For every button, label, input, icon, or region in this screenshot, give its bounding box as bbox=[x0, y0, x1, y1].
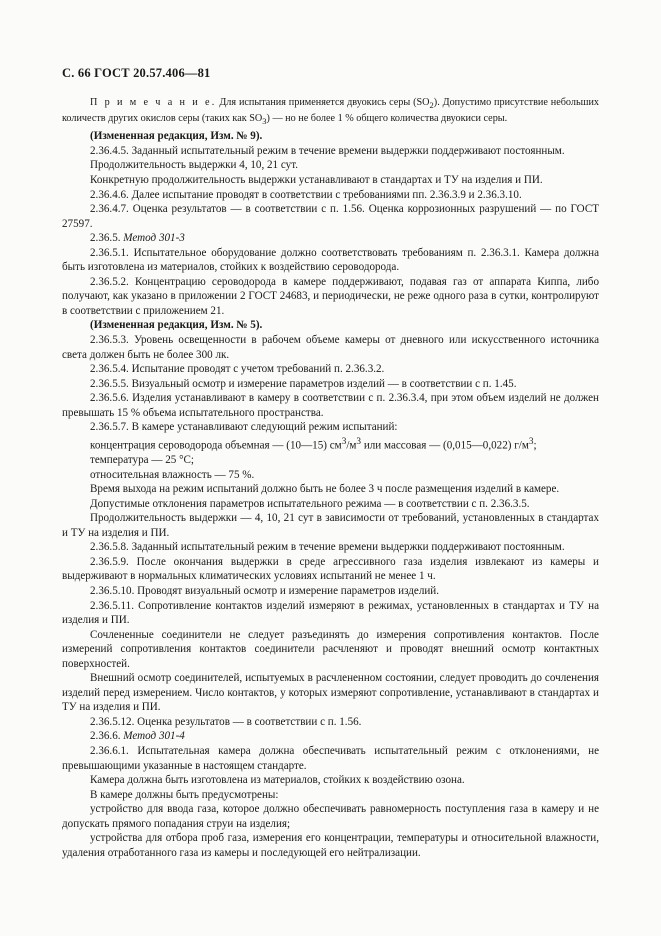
paragraph: 2.36.5.5. Визуальный осмотр и измерение параметров изделий — в соответствии с п. 1.45. bbox=[90, 377, 517, 390]
section-heading: 2.36.5. Метод 301-3 bbox=[90, 232, 185, 245]
amendment-note: (Измененная редакция, Изм. № 9). bbox=[90, 130, 263, 143]
paragraph: 2.36.5.7. В камере устанавливают следующий режим испытаний: bbox=[90, 421, 398, 434]
paragraph: 2.36.4.7. Оценка результатов — в соответствии с п. 1.56. Оценка коррозионных разрушений — по ГОСТ 27597. bbox=[62, 203, 599, 230]
paragraph: относительная влажность — 75 %. bbox=[90, 468, 255, 481]
document-body bbox=[62, 96, 599, 860]
paragraph: 2.36.5.10. Проводят визуальный осмотр и измерение параметров изделий. bbox=[90, 585, 440, 598]
method-title: Метод 301-3 bbox=[123, 232, 185, 245]
paragraph: Время выхода на режим испытаний должно быть не более 3 ч после размещения изделий в камере. bbox=[90, 483, 560, 496]
paragraph: Внешний осмотр соединителей, испытуемых в расчлененном состоянии, следует проводить до сочленения изделий перед измерением. Число контактов, у которых измеряют сопротивление, устанавливают в стандартах и ТУ на изделия и ПИ. bbox=[62, 672, 599, 714]
paragraph: 2.36.5.9. После окончания выдержки в среде агрессивного газа изделия извлекают из камеры и выдерживают в нормальных климатических условиях испытаний не менее 1 ч. bbox=[62, 555, 599, 583]
paragraph: устройство для ввода газа, которое должно обеспечивать равномерность поступления газа в камеру и не допускать прямого попадания струи на изделия; bbox=[62, 803, 599, 830]
paragraph: 2.36.5.4. Испытание проводят с учетом требований п. 2.36.3.2. bbox=[90, 363, 385, 376]
paragraph: устройства для отбора проб газа, измерения его концентрации, температуры и относительной влажности, удаления отработанного газа из камеры и последующей его нейтрализации. bbox=[62, 832, 599, 859]
paragraph: температура — 25 °С; bbox=[90, 454, 194, 467]
paragraph: Продолжительность выдержки 4, 10, 21 сут. bbox=[90, 159, 298, 172]
paragraph: 2.36.5.1. Испытательное оборудование должно соответствовать требованиям п. 2.36.3.1. Камера должна быть изготовлена из материалов, стойких к воздействию сероводорода. bbox=[62, 246, 599, 274]
paragraph: 2.36.5.2. Концентрацию сероводорода в камере поддерживают, подавая газ от аппарата Киппа, либо получают, как указано в приложении 2 ГОСТ 24683, и периодически, не реже одного раза в сутки, контролируют в соответствии с приложением 21. bbox=[62, 275, 599, 317]
note-label: П р и м е ч а н и е. bbox=[90, 97, 217, 108]
section-heading: 2.36.6. Метод 301-4 bbox=[90, 730, 185, 743]
page-header: С. 66 ГОСТ 20.57.406—81 bbox=[62, 66, 211, 80]
paragraph: В камере должны быть предусмотрены: bbox=[90, 788, 279, 801]
paragraph: 2.36.4.5. Заданный испытательный режим в течение времени выдержки поддерживают постоянным. bbox=[90, 144, 565, 157]
paragraph: 2.36.5.12. Оценка результатов — в соответствии с п. 1.56. bbox=[90, 715, 362, 728]
note-paragraph: П р и м е ч а н и е. Для испытания применяется двуокись серы $(SO_2)$. Допустимо присутствие небольших количеств других окислов серы (таких как $SO_3$) — но не более 1 % общего количества двуокиси серы. bbox=[62, 97, 599, 127]
paragraph: концентрация сероводорода объемная — (10—15) $см^3/м^3$ или массовая — (0,015—0,022) $г/м^3$; bbox=[90, 436, 537, 452]
paragraph: 2.36.5.8. Заданный испытательный режим в течение времени выдержки поддерживают постоянным. bbox=[90, 541, 565, 554]
paragraph: 2.36.5.11. Сопротивление контактов изделий измеряют в режимах, установленных в стандартах и ТУ на изделия и ПИ. bbox=[62, 599, 599, 627]
paragraph: Допустимые отклонения параметров испытательного режима — в соответствии с п. 2.36.3.5. bbox=[90, 497, 530, 510]
paragraph: Конкретную продолжительность выдержки устанавливают в стандартах и ТУ на изделия и ПИ. bbox=[90, 174, 543, 187]
paragraph: 2.36.5.6. Изделия устанавливают в камеру в соответствии с п. 2.36.3.4, при этом объем изделий не должен превышать 15 % объема испытательного пространства. bbox=[62, 392, 599, 419]
paragraph: Продолжительность выдержки — 4, 10, 21 сут в зависимости от требований, установленных в стандартах и ТУ на изделия и ПИ. bbox=[62, 512, 599, 539]
amendment-note: (Измененная редакция, Изм. № 5). bbox=[90, 319, 263, 332]
paragraph: 2.36.6.1. Испытательная камера должна обеспечивать испытательный режим с отклонениями, не превышающими указанные в настоящем стандарте. bbox=[62, 745, 599, 772]
method-title: Метод 301-4 bbox=[123, 730, 185, 743]
paragraph: Камера должна быть изготовлена из материалов, стойких к воздействию озона. bbox=[90, 774, 465, 787]
paragraph: Сочлененные соединители не следует разъединять до измерения сопротивления контактов. После измерений сопротивления контактов соединители расчленяют и проводят внешний осмотр контактных поверхностей. bbox=[62, 628, 599, 670]
paragraph: 2.36.4.6. Далее испытание проводят в соответствии с требованиями пп. 2.36.3.9 и 2.36.3.10. bbox=[90, 188, 522, 201]
paragraph: 2.36.5.3. Уровень освещенности в рабочем объеме камеры от дневного или искусственного источника света должен быть не более 300 лк. bbox=[62, 334, 599, 361]
